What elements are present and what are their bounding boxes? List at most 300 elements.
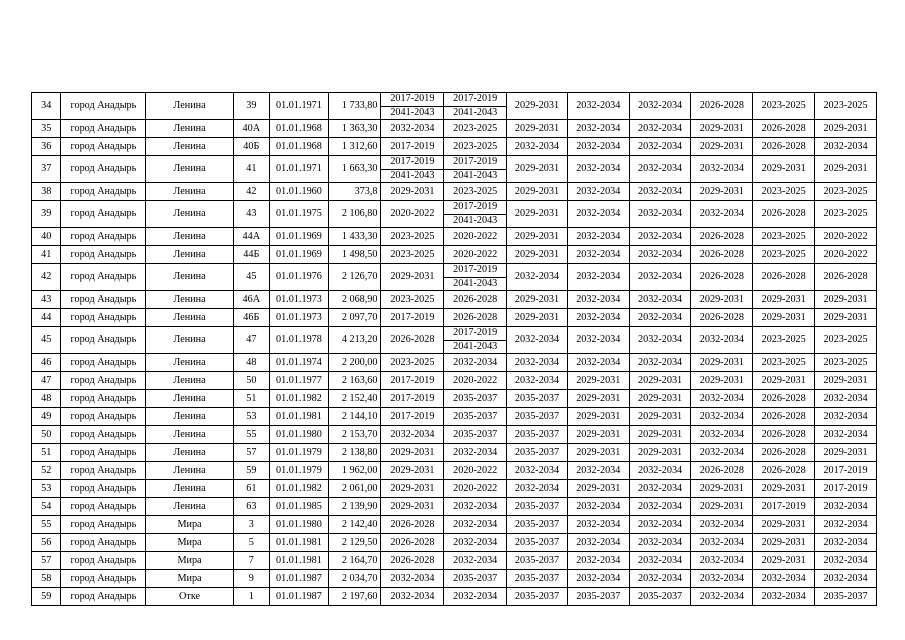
period-cell-8: 2032-2034 [815,426,877,444]
house-cell: 44А [233,228,269,246]
period-cell-4: 2032-2034 [567,327,629,354]
period-cell-3: 2029-2031 [507,291,568,309]
period-cell-4: 2029-2031 [567,444,629,462]
date-cell: 01.01.1981 [270,552,329,570]
row-number: 52 [32,462,61,480]
period-cell-4: 2032-2034 [567,183,629,201]
city-cell: город Анадырь [61,120,146,138]
street-cell: Ленина [146,462,233,480]
row-number: 49 [32,408,61,426]
period-cell-3: 2035-2037 [507,552,568,570]
period-cell-6: 2032-2034 [691,570,753,588]
period-cell-5: 2035-2037 [629,588,691,606]
period-cell-7: 2026-2028 [753,426,815,444]
period-cell-8: 2023-2025 [815,93,877,120]
period-cell-3: 2035-2037 [507,444,568,462]
period-cell-1: 2017-2019 [381,408,444,426]
period-cell-5: 2032-2034 [629,228,691,246]
table-row [32,570,877,588]
period-cell-7: 2026-2028 [753,138,815,156]
row-number: 56 [32,534,61,552]
house-cell: 1 [233,588,269,606]
house-cell: 41 [233,156,269,183]
table-row [32,372,877,390]
period-cell-8: 2020-2022 [815,228,877,246]
period-cell-2: 2020-2022 [444,462,507,480]
area-cell: 2 106,80 [328,201,381,228]
period-cell-2 [444,156,507,183]
period-cell-7: 2029-2031 [753,516,815,534]
period-cell-8: 2017-2019 [815,480,877,498]
row-number: 39 [32,201,61,228]
street-cell: Ленина [146,156,233,183]
period-cell-4: 2032-2034 [567,156,629,183]
period-cell-4: 2032-2034 [567,462,629,480]
period-cell-4: 2029-2031 [567,390,629,408]
period-cell-8: 2032-2034 [815,138,877,156]
area-cell: 2 197,60 [328,588,381,606]
period-cell-8: 2032-2034 [815,534,877,552]
date-cell: 01.01.1960 [270,183,329,201]
period-value: 2017-2019 [444,156,506,170]
street-cell: Ленина [146,201,233,228]
street-cell: Ленина [146,354,233,372]
period-cell-4: 2032-2034 [567,246,629,264]
period-cell-5: 2032-2034 [629,156,691,183]
period-cell-6: 2029-2031 [691,372,753,390]
period-cell-1: 2026-2028 [381,516,444,534]
period-cell-5: 2032-2034 [629,462,691,480]
house-cell: 9 [233,570,269,588]
period-value: 2041-2043 [453,106,498,118]
period-cell-4: 2032-2034 [567,291,629,309]
period-cell-4: 2032-2034 [567,552,629,570]
period-cell-5: 2032-2034 [629,354,691,372]
table-row [32,156,877,183]
period-cell-6: 2026-2028 [691,228,753,246]
period-cell-4: 2029-2031 [567,408,629,426]
table-row [32,354,877,372]
area-cell: 1 663,30 [328,156,381,183]
row-number: 40 [32,228,61,246]
city-cell: город Анадырь [61,309,146,327]
period-cell-4: 2032-2034 [567,516,629,534]
period-cell-6: 2029-2031 [691,183,753,201]
date-cell: 01.01.1976 [270,264,329,291]
period-cell-5: 2032-2034 [629,138,691,156]
period-cell-2: 2026-2028 [444,309,507,327]
period-value: 2041-2043 [453,277,498,289]
city-cell: город Анадырь [61,552,146,570]
period-cell-4: 2035-2037 [567,588,629,606]
period-cell-8: 2026-2028 [815,264,877,291]
area-cell: 1 962,00 [328,462,381,480]
period-cell-3: 2029-2031 [507,228,568,246]
period-cell-4: 2032-2034 [567,228,629,246]
period-cell-1: 2032-2034 [381,588,444,606]
row-number: 59 [32,588,61,606]
period-cell-3: 2032-2034 [507,372,568,390]
period-cell-5: 2032-2034 [629,201,691,228]
row-number: 36 [32,138,61,156]
row-number: 47 [32,372,61,390]
area-cell: 2 153,70 [328,426,381,444]
house-cell: 39 [233,93,269,120]
period-cell-1: 2029-2031 [381,498,444,516]
area-cell: 2 139,90 [328,498,381,516]
area-cell: 2 068,90 [328,291,381,309]
period-cell-7: 2023-2025 [753,93,815,120]
area-cell: 1 363,30 [328,120,381,138]
period-cell-1: 2020-2022 [381,201,444,228]
period-cell-4: 2032-2034 [567,570,629,588]
street-cell: Ленина [146,291,233,309]
period-cell-2: 2020-2022 [444,246,507,264]
period-cell-6: 2026-2028 [691,462,753,480]
period-cell-1: 2023-2025 [381,246,444,264]
period-cell-2: 2035-2037 [444,390,507,408]
date-cell: 01.01.1974 [270,354,329,372]
period-cell-6: 2032-2034 [691,444,753,462]
period-value: 2041-2043 [453,214,498,226]
street-cell: Отке [146,588,233,606]
city-cell: город Анадырь [61,201,146,228]
period-cell-6: 2026-2028 [691,246,753,264]
period-cell-2: 2032-2034 [444,354,507,372]
period-cell-1: 2029-2031 [381,183,444,201]
period-cell-4: 2032-2034 [567,264,629,291]
period-cell-8: 2023-2025 [815,327,877,354]
table-row [32,408,877,426]
period-value: 2041-2043 [453,169,498,181]
city-cell: город Анадырь [61,228,146,246]
period-cell-5: 2032-2034 [629,120,691,138]
table-row [32,309,877,327]
period-cell-8: 2032-2034 [815,390,877,408]
period-cell-3: 2035-2037 [507,570,568,588]
house-cell: 42 [233,183,269,201]
date-cell: 01.01.1981 [270,534,329,552]
period-cell-6: 2032-2034 [691,327,753,354]
period-cell-8: 2032-2034 [815,498,877,516]
period-cell-3: 2032-2034 [507,480,568,498]
period-cell-5: 2029-2031 [629,408,691,426]
period-cell-7: 2023-2025 [753,246,815,264]
period-cell-8: 2032-2034 [815,570,877,588]
period-cell-3: 2035-2037 [507,390,568,408]
house-cell: 59 [233,462,269,480]
city-cell: город Анадырь [61,93,146,120]
street-cell: Ленина [146,246,233,264]
period-cell-7: 2029-2031 [753,480,815,498]
period-cell-6: 2032-2034 [691,426,753,444]
street-cell: Ленина [146,444,233,462]
period-cell-5: 2032-2034 [629,264,691,291]
period-cell-3: 2032-2034 [507,264,568,291]
house-cell: 53 [233,408,269,426]
city-cell: город Анадырь [61,390,146,408]
area-cell: 373,8 [328,183,381,201]
period-cell-2: 2032-2034 [444,552,507,570]
period-cell-2: 2035-2037 [444,570,507,588]
period-cell-3: 2032-2034 [507,327,568,354]
period-cell-7: 2026-2028 [753,444,815,462]
period-cell-8: 2029-2031 [815,372,877,390]
period-cell-6: 2029-2031 [691,120,753,138]
period-cell-1: 2029-2031 [381,462,444,480]
table-row [32,462,877,480]
table-row [32,426,877,444]
period-cell-1: 2026-2028 [381,327,444,354]
date-cell: 01.01.1980 [270,426,329,444]
house-cell: 46А [233,291,269,309]
house-cell: 46Б [233,309,269,327]
period-cell-1: 2023-2025 [381,228,444,246]
period-cell-6: 2026-2028 [691,309,753,327]
table-row [32,480,877,498]
period-cell-3: 2035-2037 [507,534,568,552]
street-cell: Ленина [146,372,233,390]
table-row [32,498,877,516]
house-cell: 3 [233,516,269,534]
city-cell: город Анадырь [61,480,146,498]
period-cell-6: 2029-2031 [691,291,753,309]
area-cell: 2 142,40 [328,516,381,534]
period-cell-5: 2032-2034 [629,516,691,534]
street-cell: Ленина [146,120,233,138]
period-cell-1: 2023-2025 [381,354,444,372]
period-cell-5: 2032-2034 [629,327,691,354]
street-cell: Ленина [146,480,233,498]
period-cell-2: 2026-2028 [444,291,507,309]
period-value: 2017-2019 [381,156,443,170]
period-cell-6: 2032-2034 [691,552,753,570]
schedule-table [31,92,877,606]
area-cell: 1 433,30 [328,228,381,246]
period-value: 2017-2019 [444,264,506,278]
street-cell: Ленина [146,264,233,291]
table-row [32,534,877,552]
period-cell-5: 2032-2034 [629,246,691,264]
table-row [32,516,877,534]
row-number: 53 [32,480,61,498]
house-cell: 5 [233,534,269,552]
period-cell-8: 2035-2037 [815,588,877,606]
house-cell: 45 [233,264,269,291]
city-cell: город Анадырь [61,156,146,183]
period-cell-8: 2020-2022 [815,246,877,264]
row-number: 46 [32,354,61,372]
period-cell-8: 2032-2034 [815,552,877,570]
table-row [32,183,877,201]
street-cell: Ленина [146,498,233,516]
period-value: 2017-2019 [444,327,506,341]
period-cell-3: 2032-2034 [507,462,568,480]
house-cell: 51 [233,390,269,408]
table-row [32,246,877,264]
period-cell-6: 2032-2034 [691,201,753,228]
period-cell-1: 2032-2034 [381,570,444,588]
table-row [32,201,877,228]
period-cell-6: 2032-2034 [691,390,753,408]
period-cell-3: 2035-2037 [507,426,568,444]
row-number: 45 [32,327,61,354]
date-cell: 01.01.1975 [270,201,329,228]
period-cell-1: 2032-2034 [381,120,444,138]
city-cell: город Анадырь [61,246,146,264]
area-cell: 2 152,40 [328,390,381,408]
period-value: 2017-2019 [444,93,506,107]
city-cell: город Анадырь [61,570,146,588]
period-cell-1: 2017-2019 [381,309,444,327]
period-cell-6: 2029-2031 [691,138,753,156]
period-cell-4: 2029-2031 [567,426,629,444]
period-cell-2 [444,93,507,120]
row-number: 34 [32,93,61,120]
period-cell-7: 2032-2034 [753,570,815,588]
house-cell: 61 [233,480,269,498]
period-cell-5: 2029-2031 [629,390,691,408]
period-cell-2: 2020-2022 [444,228,507,246]
table-row [32,228,877,246]
period-cell-6: 2032-2034 [691,534,753,552]
row-number: 43 [32,291,61,309]
period-cell-6: 2032-2034 [691,156,753,183]
period-cell-2: 2032-2034 [444,498,507,516]
table-body [32,93,877,606]
street-cell: Ленина [146,390,233,408]
period-cell-6: 2032-2034 [691,408,753,426]
period-cell-1: 2017-2019 [381,372,444,390]
house-cell: 47 [233,327,269,354]
period-cell-5: 2029-2031 [629,444,691,462]
period-cell-7: 2029-2031 [753,309,815,327]
period-cell-8: 2029-2031 [815,309,877,327]
area-cell: 2 138,80 [328,444,381,462]
table-row [32,264,877,291]
period-cell-3: 2029-2031 [507,120,568,138]
period-cell-3: 2032-2034 [507,354,568,372]
date-cell: 01.01.1973 [270,291,329,309]
date-cell: 01.01.1987 [270,570,329,588]
area-cell: 2 163,60 [328,372,381,390]
period-cell-5: 2032-2034 [629,534,691,552]
period-cell-4: 2032-2034 [567,138,629,156]
period-cell-3: 2035-2037 [507,588,568,606]
table-row [32,327,877,354]
date-cell: 01.01.1987 [270,588,329,606]
period-cell-2: 2032-2034 [444,588,507,606]
period-cell-6: 2029-2031 [691,354,753,372]
period-value: 2041-2043 [390,106,435,118]
date-cell: 01.01.1971 [270,93,329,120]
row-number: 58 [32,570,61,588]
date-cell: 01.01.1969 [270,228,329,246]
period-cell-7: 2017-2019 [753,498,815,516]
table-row [32,390,877,408]
period-cell-2 [444,327,507,354]
period-cell-8: 2017-2019 [815,462,877,480]
table-row [32,552,877,570]
period-cell-8: 2032-2034 [815,516,877,534]
house-cell: 7 [233,552,269,570]
date-cell: 01.01.1982 [270,390,329,408]
table-row [32,588,877,606]
date-cell: 01.01.1985 [270,498,329,516]
city-cell: город Анадырь [61,291,146,309]
period-cell-7: 2026-2028 [753,201,815,228]
period-cell-4: 2029-2031 [567,480,629,498]
period-cell-3: 2035-2037 [507,516,568,534]
period-cell-5: 2032-2034 [629,552,691,570]
period-cell-3: 2035-2037 [507,408,568,426]
period-cell-3: 2029-2031 [507,201,568,228]
period-cell-7: 2029-2031 [753,534,815,552]
area-cell: 2 034,70 [328,570,381,588]
period-cell-8: 2029-2031 [815,120,877,138]
period-cell-7: 2026-2028 [753,120,815,138]
period-cell-3: 2029-2031 [507,309,568,327]
house-cell: 57 [233,444,269,462]
period-cell-4: 2032-2034 [567,309,629,327]
period-cell-2: 2020-2022 [444,372,507,390]
city-cell: город Анадырь [61,408,146,426]
period-cell-7: 2032-2034 [753,588,815,606]
period-cell-2: 2023-2025 [444,183,507,201]
period-cell-1 [381,156,444,183]
period-cell-4: 2029-2031 [567,372,629,390]
period-cell-6: 2032-2034 [691,516,753,534]
house-cell: 48 [233,354,269,372]
period-cell-5: 2029-2031 [629,372,691,390]
area-cell: 2 061,00 [328,480,381,498]
period-cell-7: 2026-2028 [753,462,815,480]
row-number: 42 [32,264,61,291]
period-cell-5: 2032-2034 [629,93,691,120]
period-cell-8: 2023-2025 [815,183,877,201]
period-cell-1: 2026-2028 [381,552,444,570]
date-cell: 01.01.1979 [270,462,329,480]
area-cell: 2 144,10 [328,408,381,426]
area-cell: 2 097,70 [328,309,381,327]
period-cell-5: 2032-2034 [629,291,691,309]
city-cell: город Анадырь [61,534,146,552]
house-cell: 55 [233,426,269,444]
period-cell-7: 2029-2031 [753,156,815,183]
date-cell: 01.01.1977 [270,372,329,390]
period-cell-7: 2026-2028 [753,408,815,426]
period-cell-3: 2029-2031 [507,156,568,183]
table-row [32,291,877,309]
city-cell: город Анадырь [61,354,146,372]
city-cell: город Анадырь [61,327,146,354]
date-cell: 01.01.1973 [270,309,329,327]
area-cell: 1 733,80 [328,93,381,120]
period-cell-5: 2032-2034 [629,309,691,327]
period-cell-7: 2023-2025 [753,327,815,354]
city-cell: город Анадырь [61,372,146,390]
period-cell-2: 2035-2037 [444,426,507,444]
city-cell: город Анадырь [61,462,146,480]
date-cell: 01.01.1978 [270,327,329,354]
period-cell-4: 2032-2034 [567,93,629,120]
row-number: 37 [32,156,61,183]
period-cell-2 [444,264,507,291]
period-cell-7: 2029-2031 [753,372,815,390]
street-cell: Ленина [146,138,233,156]
period-cell-5: 2032-2034 [629,570,691,588]
period-cell-6: 2029-2031 [691,480,753,498]
